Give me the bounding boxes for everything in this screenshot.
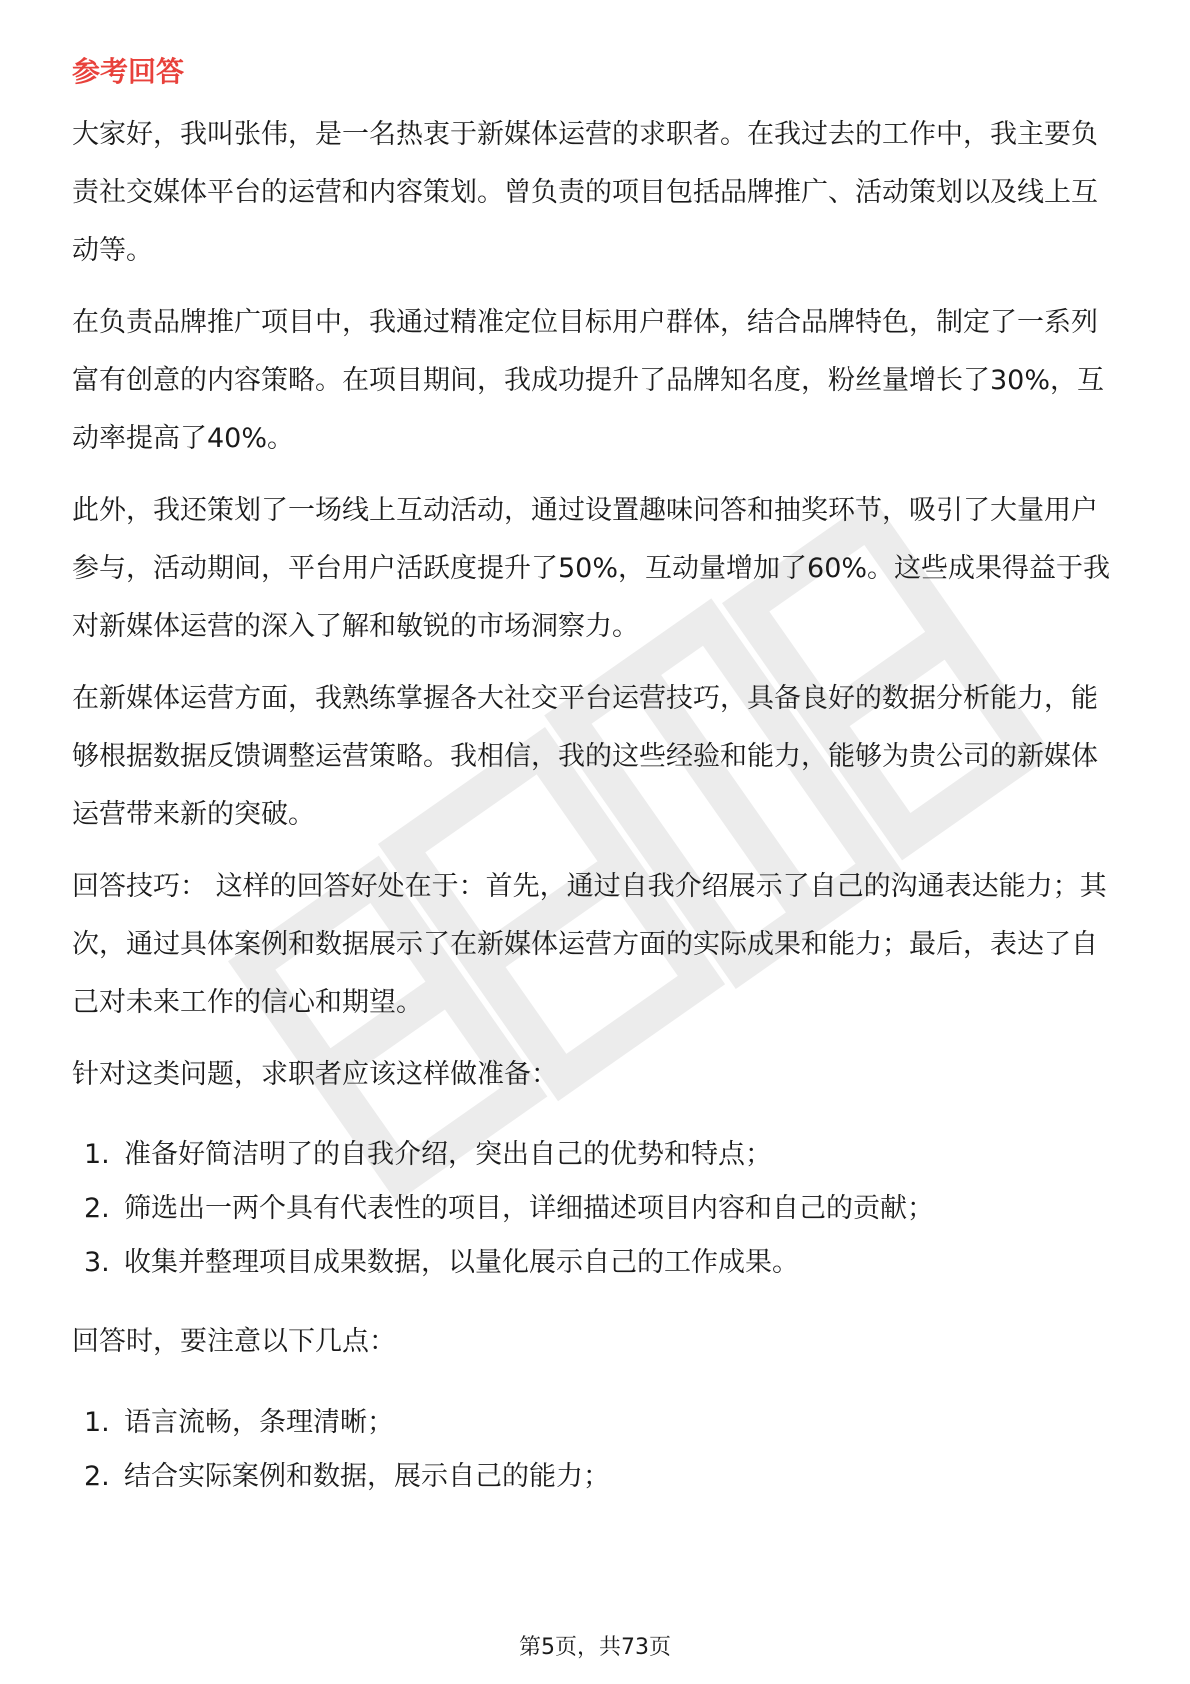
notes-list-item [84, 1394, 1114, 1452]
list-text: 语言流畅，条理清晰； [124, 1407, 394, 1438]
notes-list-item [84, 1448, 1114, 1506]
list-number: 3. [84, 1247, 110, 1278]
paragraph-brand-promotion: 在负责品牌推广项目中，我通过精准定位目标用户群体，结合品牌特色，制定了一系列富有创意的内容策略。在项目期间，我成功提升了品牌知名度，粉丝量增长了30%，互动率提高了40%。 [72, 307, 1105, 454]
list-number: 1. [84, 1407, 110, 1438]
paragraph-prep-intro: 针对这类问题，求职者应该这样做准备： [72, 1059, 558, 1090]
prep-list-item [84, 1126, 1114, 1184]
paragraph-online-activity: 此外，我还策划了一场线上互动活动，通过设置趣味问答和抽奖环节，吸引了大量用户参与，活动期间，平台用户活跃度提升了50%，互动量增加了60%。这些成果得益于我对新媒体运营的深入了解和敏锐的市场洞察力。 [72, 495, 1111, 642]
prep-list-item [84, 1180, 1114, 1238]
list-text: 收集并整理项目成果数据，以量化展示自己的工作成果。 [124, 1247, 799, 1278]
list-number: 2. [84, 1193, 110, 1224]
list-text: 结合实际案例和数据，展示自己的能力； [124, 1461, 610, 1492]
paragraph-intro: 大家好，我叫张伟，是一名热衷于新媒体运营的求职者。在我过去的工作中，我主要负责社交媒体平台的运营和内容策划。曾负责的项目包括品牌推广、活动策划以及线上互动等。 [72, 119, 1098, 266]
page-footer: 第5页，共73页 [519, 1635, 671, 1660]
list-number: 2. [84, 1461, 110, 1492]
list-text: 准备好简洁明了的自我介绍，突出自己的优势和特点； [124, 1139, 772, 1170]
list-text: 筛选出一两个具有代表性的项目，详细描述项目内容和自己的贡献； [124, 1193, 934, 1224]
section-heading: 参考回答 [72, 55, 185, 88]
paragraph-answer-tips: 回答技巧： 这样的回答好处在于：首先，通过自我介绍展示了自己的沟通表达能力；其次，通过具体案例和数据展示了在新媒体运营方面的实际成果和能力；最后，表达了自己对未来工作的信心和期望。 [72, 871, 1107, 1018]
list-number: 1. [84, 1139, 110, 1170]
prep-list-item [84, 1234, 1114, 1292]
paragraph-notes-intro: 回答时，要注意以下几点： [72, 1326, 396, 1357]
paragraph-skills: 在新媒体运营方面，我熟练掌握各大社交平台运营技巧，具备良好的数据分析能力，能够根据数据反馈调整运营策略。我相信，我的这些经验和能力，能够为贵公司的新媒体运营带来新的突破。 [72, 683, 1098, 830]
